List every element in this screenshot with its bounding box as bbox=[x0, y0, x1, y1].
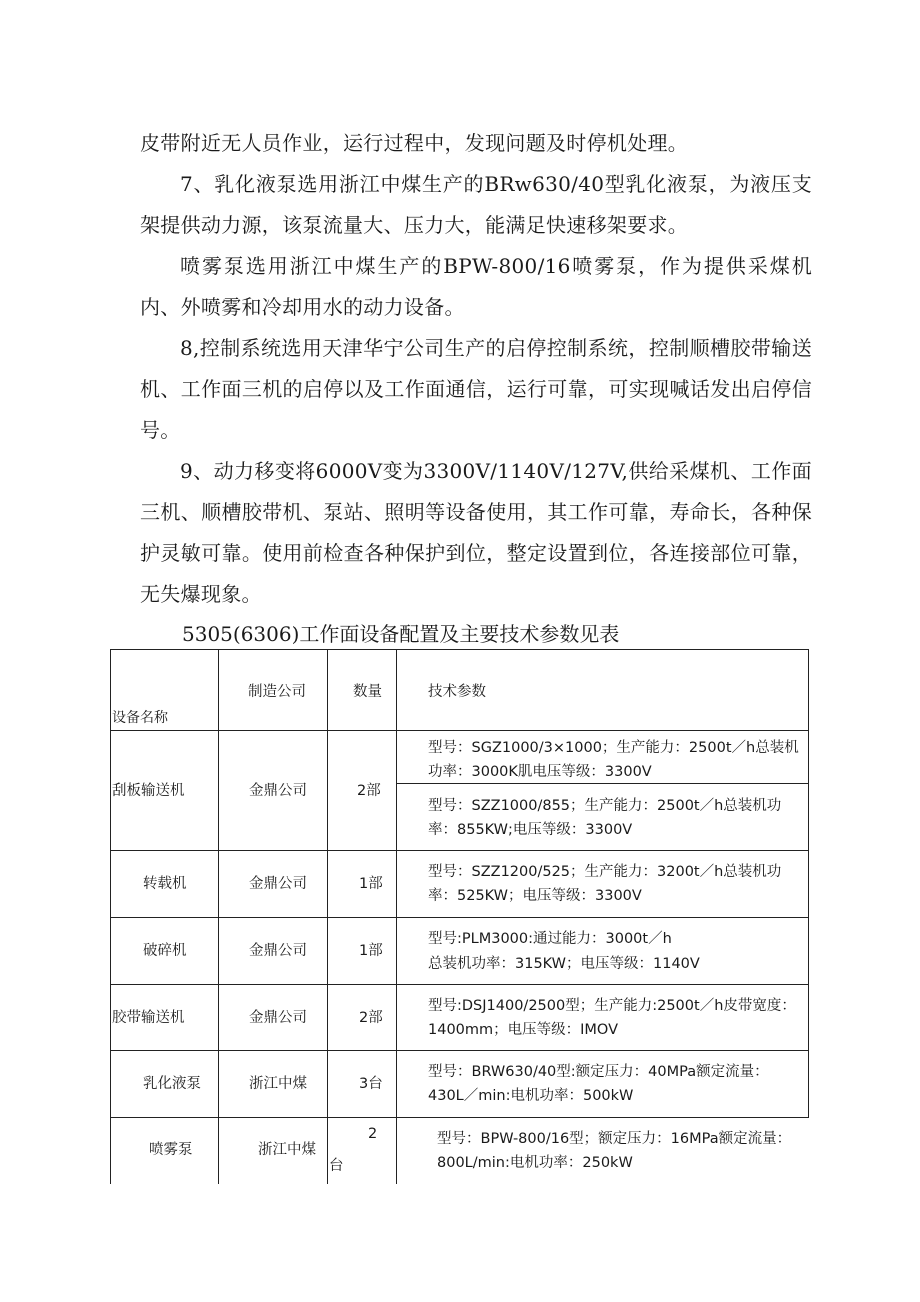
row-scraper-equipment: 刮板输送机 bbox=[112, 783, 185, 799]
table-border-right bbox=[808, 649, 809, 1118]
table-rule bbox=[110, 850, 809, 851]
row-belt-params: 型号:DSJ1400/2500型；生产能力:2500t／h皮带宽度：1400mm；电压等级：IMOV bbox=[428, 998, 796, 1038]
row-belt-equipment: 胶带输送机 bbox=[112, 1010, 185, 1026]
table-rule bbox=[110, 1117, 809, 1118]
row-loader-equipment: 转载机 bbox=[143, 876, 187, 892]
row-scraper-params-2: 型号：SZZ1000/855；生产能力：2500t／h总装机功率：855KW;电压等级：3300V bbox=[428, 798, 782, 838]
paragraph-control-system: 8,控制系统选用天津华宁公司生产的启停控制系统，控制顺槽胶带输送机、工作面三机的启停以及工作面通信，运行可靠，可实现喊话发出启停信号。 bbox=[140, 336, 812, 442]
table-column-rule bbox=[327, 649, 328, 1184]
row-crusher-params-2: 总装机功率：315KW；电压等级：1140V bbox=[428, 956, 700, 972]
row-spray-quantity-unit: 台 bbox=[329, 1158, 344, 1174]
table-caption: 5305(6306)工作面设备配置及主要技术参数见表 bbox=[182, 622, 620, 646]
header-technical-params: 技术参数 bbox=[428, 684, 486, 700]
paragraph-spray-pump: 喷雾泵选用浙江中煤生产的BPW-800/16喷雾泵，作为提供采煤机内、外喷雾和冷却用水的动力设备。 bbox=[140, 254, 812, 319]
table-column-rule bbox=[396, 649, 397, 1184]
header-quantity: 数量 bbox=[353, 684, 382, 700]
row-crusher-params-1: 型号:PLM3000:通过能力：3000t／h bbox=[428, 931, 672, 947]
table-rule bbox=[110, 917, 809, 918]
row-belt-quantity: 2部 bbox=[359, 1010, 383, 1026]
row-spray-quantity-number: 2 bbox=[368, 1126, 378, 1142]
row-belt-maker: 金鼎公司 bbox=[249, 1010, 307, 1026]
row-emulsion-maker: 浙江中煤 bbox=[249, 1076, 307, 1092]
table-rule bbox=[110, 984, 809, 985]
row-crusher-quantity: 1部 bbox=[359, 943, 383, 959]
table-rule bbox=[110, 730, 809, 731]
paragraph-emulsion-pump: 7、乳化液泵选用浙江中煤生产的BRw630/40型乳化液泵，为液压支架提供动力源，该泵流量大、压力大，能满足快速移架要求。 bbox=[140, 172, 812, 237]
row-emulsion-quantity: 3台 bbox=[359, 1076, 383, 1092]
table-border-left bbox=[110, 649, 111, 1184]
row-crusher-maker: 金鼎公司 bbox=[249, 943, 307, 959]
row-loader-quantity: 1部 bbox=[359, 876, 383, 892]
row-emulsion-params: 型号：BRW630/40型:额定压力：40MPa额定流量：430L／min:电机功率：500kW bbox=[428, 1064, 769, 1104]
row-loader-maker: 金鼎公司 bbox=[249, 876, 307, 892]
header-manufacturer: 制造公司 bbox=[248, 684, 306, 700]
paragraph-power-transformer: 9、动力移变将6000V变为3300V/1140V/127V,供给采煤机、工作面三机、顺槽胶带机、泵站、照明等设备使用，其工作可靠，寿命长，各种保护灵敏可靠。使用前检查各种保护到位，整定设置到位，各连接部位可靠，无失爆现象。 bbox=[140, 459, 812, 606]
table-column-rule bbox=[218, 649, 219, 1184]
row-spray-params: 型号：BPW-800/16型；额定压力：16MPa额定流量：800L/min:电机功率：250kW bbox=[437, 1131, 792, 1171]
table-rule bbox=[110, 1050, 809, 1051]
row-emulsion-equipment: 乳化液泵 bbox=[143, 1076, 201, 1092]
table-border-top bbox=[110, 649, 809, 650]
row-loader-params: 型号：SZZ1200/525；生产能力：3200t／h总装机功率：525KW；电压等级：3300V bbox=[428, 864, 782, 904]
row-scraper-params-1: 型号：SGZ1000/3×1000；生产能力：2500t／h总装机功率：3000K肌电压等级：3300V bbox=[428, 740, 799, 780]
paragraph-continuation: 皮带附近无人员作业，运行过程中，发现问题及时停机处理。 bbox=[140, 131, 689, 155]
row-spray-maker: 浙江中煤 bbox=[258, 1142, 316, 1158]
header-equipment-name: 设备名称 bbox=[112, 710, 168, 726]
row-scraper-quantity: 2部 bbox=[357, 783, 381, 799]
row-spray-equipment: 喷雾泵 bbox=[149, 1142, 193, 1158]
row-crusher-equipment: 破碎机 bbox=[143, 943, 187, 959]
row-scraper-maker: 金鼎公司 bbox=[249, 783, 307, 799]
